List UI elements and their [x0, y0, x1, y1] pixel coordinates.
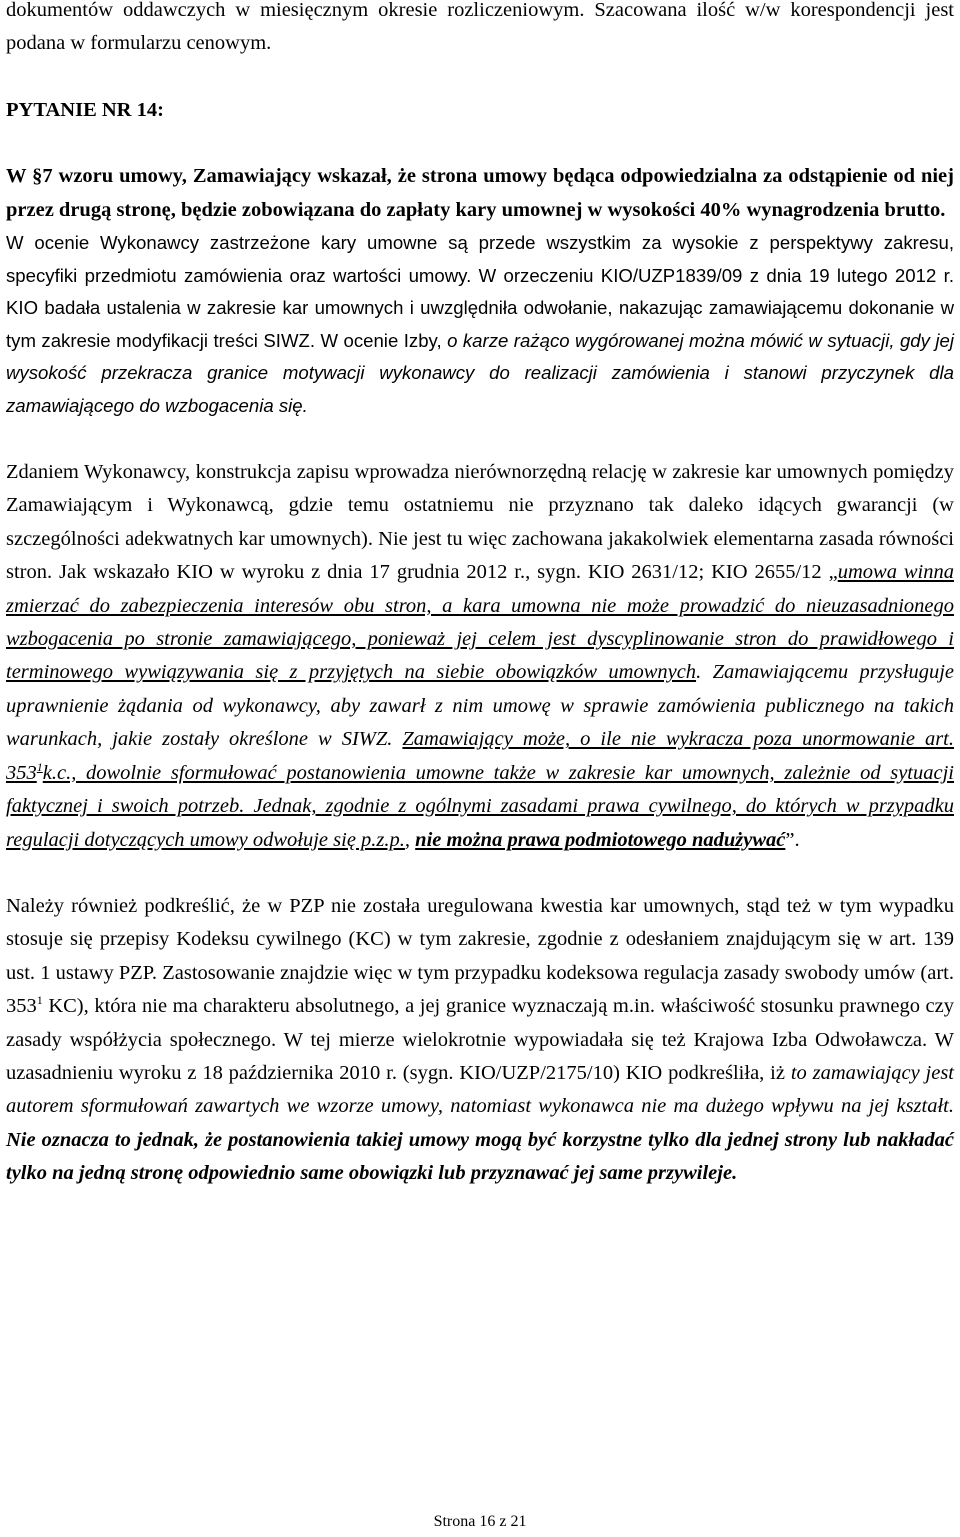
- quote-underlined-2a: Zamawiający może, o ile nie wykracza poza unormowanie art. 353: [6, 728, 954, 784]
- spacer: [6, 422, 954, 456]
- spacer: [6, 857, 954, 890]
- superscript-1: 1: [36, 759, 43, 774]
- spacer: [6, 61, 954, 94]
- kio-argument-paragraph: [6, 227, 954, 422]
- pzp-paragraph: [6, 890, 954, 1191]
- intro-paragraph: dokumentów oddawczych w miesięcznym okresie rozliczeniowym. Szacowana ilość w/w korespondencji jest podana w formularzu cenowym.: [6, 0, 954, 55]
- spacer: [6, 127, 954, 160]
- pzp-text-b: KC), która nie ma charakteru absolutnego, a jej granice wyznaczają m.in. właściwość stosunku prawnego czy zasady współżycia społecznego. W tej mierze wielokrotnie wypowiadała się też Krajowa Izba Odwoławcza. W uzasadnieniu wyroku z 18 października 2010 r. (sygn. KIO/UZP/2175/10) KIO podkreśliła, iż: [6, 995, 954, 1084]
- quote-underlined-2b: k.c., dowolnie sformułować postanowienia umowne także w zakresie kar umownych, zależnie od sytuacji faktycznej i swoich potrzeb. Jednak, zgodnie z ogólnymi zasadami prawa cywilnego, do których w przypadku regulacji dotyczących umowy odwołuje się p.z.p.: [6, 761, 954, 851]
- document-page: [6, 0, 954, 1191]
- pzp-bold-italic: Nie oznacza to jednak, że postanowienia takiej umowy mogą być korzystne tylko dla jednej strony lub nakładać tylko na jedną stronę odpowiednio same obowiązki lub przyznawać jej same przywileje.: [6, 1128, 954, 1185]
- pzp-quote-italic: to zamawiający jest autorem sformułowań zawartych we wzorze umowy, natomiast wykonawca nie ma dużego wpływu na jej kształt.: [6, 1061, 954, 1118]
- kio-quote-italic: o karze rażąco wygórowanej można mówić w sytuacji, gdy jej wysokość przekracza granice motywacji wykonawcy do realizacji zamówienia i stanowi przyczynek dla zamawiającego do wzbogacenia się.: [6, 329, 954, 416]
- quote-bold-underlined: nie można prawa podmiotowego nadużywać: [415, 828, 786, 851]
- quote-middle: . Zamawiającemu przysługuje uprawnienie żądania od wykonawcy, aby zawarł z nim umowę w sprawie zamówienia publicznego na takich warunkach, jakie zostały określone w SIWZ.: [6, 661, 955, 751]
- opinion-text: Zdaniem Wykonawcy, konstrukcja zapisu wprowadza nierównorzędną relację w zakresie kar umownych pomiędzy Zamawiającym i Wykonawcą, gdzie temu ostatniemu nie przyznano tak daleko idących gwarancji (w szczególności adekwatnych kar umownych). Nie jest tu więc zachowana jakakolwiek elementarna zasada równości stron. Jak wskazało KIO w wyroku z dnia 17 grudnia 2012 r., sygn. KIO 2631/12; KIO 2655/12 „: [6, 461, 954, 584]
- superscript-1: 1: [36, 993, 43, 1008]
- quote-underlined-1: umowa winna zmierzać do zabezpieczenia interesów obu stron, a kara umowna nie może prowadzić do nieuzasadnionego wzbogacenia po stronie zamawiającego, ponieważ jej celem jest dyscyplinowanie stron do prawidłowego i terminowego wywiązywania się z przyjętych na siebie obowiązków umownych: [6, 561, 954, 684]
- question-body: W §7 wzoru umowy, Zamawiający wskazał, że strona umowy będąca odpowiedzialna za odstąpienie od niej przez drugą stronę, będzie zobowiązana do zapłaty kary umownej w wysokości 40% wynagrodzenia brutto.: [6, 165, 954, 221]
- pzp-text-a: Należy również podkreślić, że w PZP nie została uregulowana kwestia kar umownych, stąd też w tym wypadku stosuje się przepisy Kodeksu cywilnego (KC) w tym zakresie, zgodnie z odesłaniem znajdującym się w art. 139 ust. 1 ustawy PZP. Zastosowanie znajdzie więc w tym przypadku kodeksowa regulacja zasady swobody umów (art. 353: [6, 894, 954, 1018]
- quote-end: ”.: [785, 828, 800, 851]
- page-number-footer: Strona 16 z 21: [433, 1513, 527, 1530]
- question-heading: PYTANIE NR 14:: [6, 98, 164, 121]
- kio-argument-text: W ocenie Wykonawcy zastrzeżone kary umowne są przede wszystkim za wysokie z perspektywy zakresu, specyfiki przedmiotu zamówienia oraz wartości umowy. W orzeczeniu KIO/UZP1839/09 z dnia 19 lutego 2012 r. KIO badała ustalenia w zakresie kar umownych i uwzględniła odwołanie, nakazując zamawiającemu dokonanie w tym zakresie modyfikacji treści SIWZ. W ocenie Izby,: [6, 232, 954, 351]
- contractor-opinion-paragraph: [6, 456, 954, 857]
- quote-comma: ,: [404, 828, 416, 851]
